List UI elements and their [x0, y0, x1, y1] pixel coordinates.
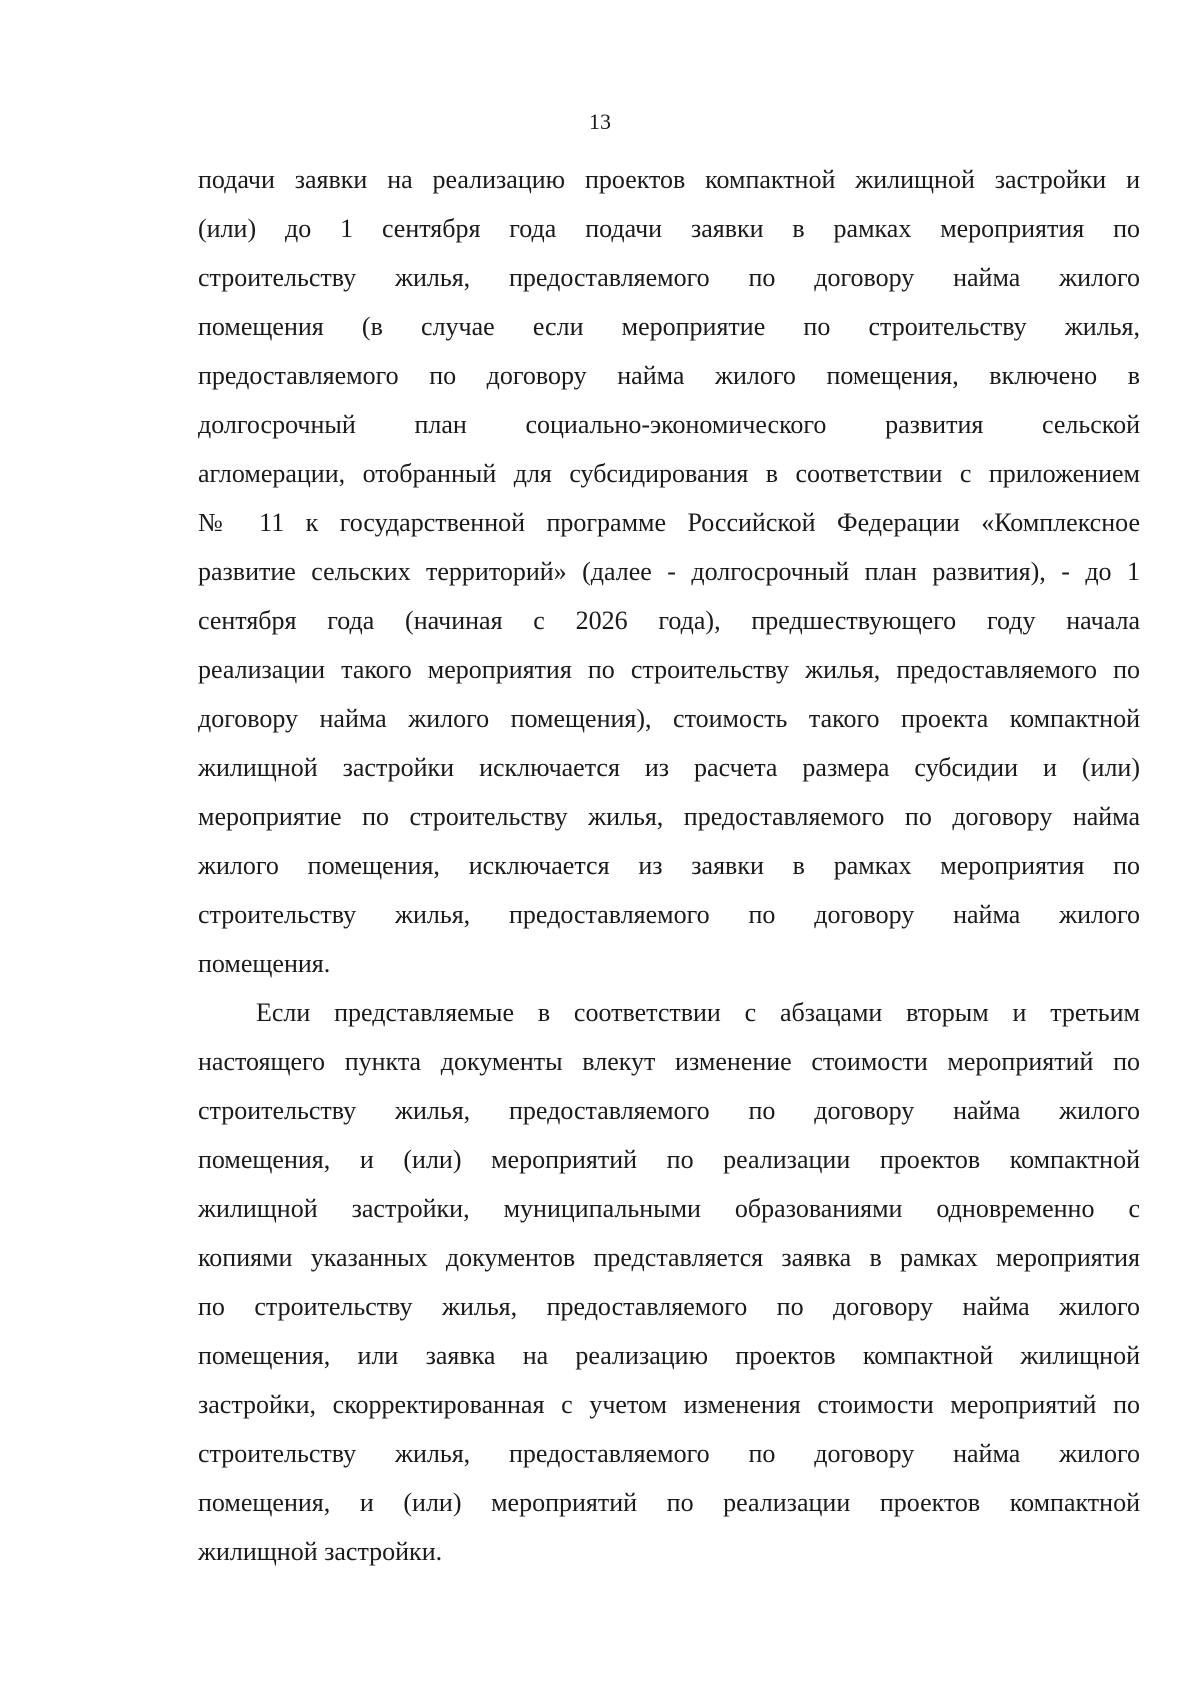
text-line: реализации такого мероприятия по строительству жилья, предоставляемого по	[198, 655, 1140, 684]
text-line: помещения, и (или) мероприятий по реализации проектов компактной	[198, 1145, 1140, 1174]
text-line: долгосрочный план социально-экономического развития сельской	[198, 410, 1140, 439]
text-line: подачи заявки на реализацию проектов компактной жилищной застройки и	[198, 165, 1140, 194]
text-line: строительству жилья, предоставляемого по договору найма жилого	[198, 263, 1140, 292]
text-line: помещения (в случае если мероприятие по строительству жилья,	[198, 312, 1140, 341]
text-line: агломерации, отобранный для субсидирования в соответствии с приложением	[198, 459, 1140, 488]
text-line: настоящего пункта документы влекут изменение стоимости мероприятий по	[198, 1047, 1140, 1076]
body-text	[198, 163, 1140, 1584]
text-line: жилого помещения, исключается из заявки в рамках мероприятия по	[198, 851, 1140, 880]
text-line: № 11 к государственной программе Российской Федерации «Комплексное	[198, 508, 1140, 537]
text-line: строительству жилья, предоставляемого по договору найма жилого	[198, 1096, 1140, 1125]
text-line: (или) до 1 сентября года подачи заявки в рамках мероприятия по	[198, 214, 1140, 243]
text-line: сентября года (начиная с 2026 года), предшествующего году начала	[198, 606, 1140, 635]
text-line: жилищной застройки.	[198, 1537, 443, 1566]
text-line: мероприятие по строительству жилья, предоставляемого по договору найма	[198, 802, 1140, 831]
text-line: договору найма жилого помещения), стоимость такого проекта компактной	[198, 704, 1140, 733]
text-line: застройки, скорректированная с учетом изменения стоимости мероприятий по	[198, 1390, 1140, 1419]
text-line: предоставляемого по договору найма жилого помещения, включено в	[198, 361, 1140, 390]
page-number: 13	[589, 109, 611, 134]
text-line: жилищной застройки исключается из расчета размера субсидии и (или)	[198, 753, 1140, 782]
text-line: по строительству жилья, предоставляемого по договору найма жилого	[198, 1292, 1140, 1321]
text-line: жилищной застройки, муниципальными образованиями одновременно с	[198, 1194, 1140, 1223]
paragraph-start-line: Если представляемые в соответствии с абзацами вторым и третьим	[256, 998, 1140, 1027]
text-line: помещения.	[198, 949, 331, 978]
text-line: помещения, и (или) мероприятий по реализации проектов компактной	[198, 1488, 1140, 1517]
text-line: развитие сельских территорий» (далее - долгосрочный план развития), - до 1	[198, 557, 1140, 586]
text-line: строительству жилья, предоставляемого по договору найма жилого	[198, 1439, 1140, 1468]
text-line: копиями указанных документов представляется заявка в рамках мероприятия	[198, 1243, 1140, 1272]
text-line: помещения, или заявка на реализацию проектов компактной жилищной	[198, 1341, 1140, 1370]
text-line: строительству жилья, предоставляемого по договору найма жилого	[198, 900, 1140, 929]
